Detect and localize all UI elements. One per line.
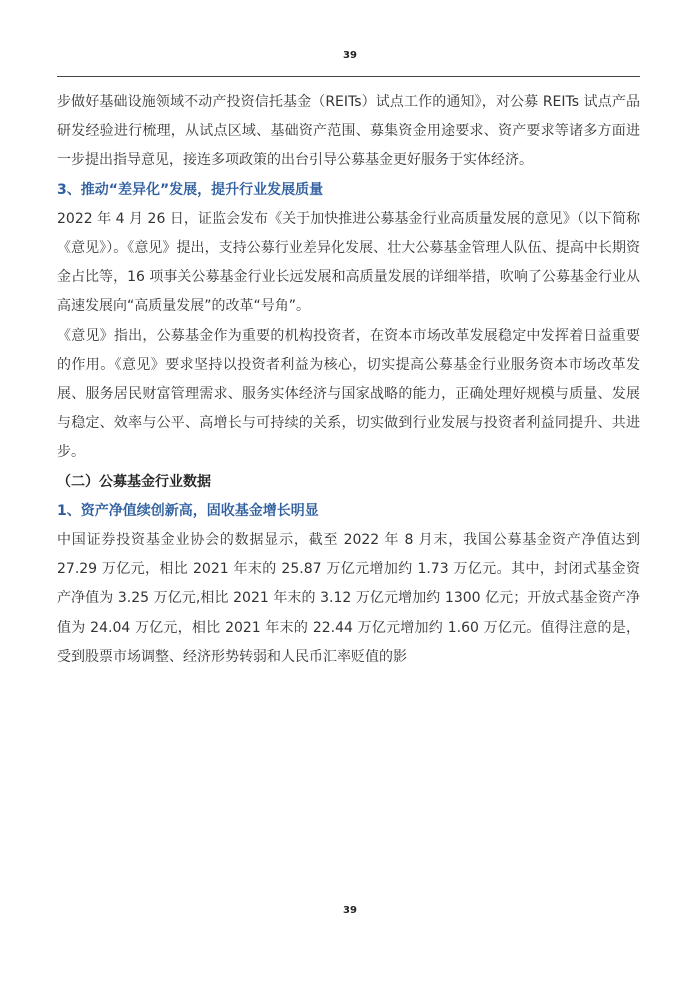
header-divider [57,76,640,77]
heading-differentiated-development: 3、推动“差异化”发展，提升行业发展质量 [57,181,324,198]
section-heading-industry-data: （二）公募基金行业数据 [57,473,211,490]
paragraph-opinions-requirements: 《意见》指出，公募基金作为重要的机构投资者，在资本市场改革发展稳定中发挥着日益重要的作用。《意见》要求坚持以投资者利益为核心，切实提高公募基金行业服务资本市场改革发展、服务居民财富管理需求、服务实体经济与国家战略的能力，正确处理好规模与质量、发展与稳定、效率与公平、高增长与可持续的关系，切实做到行业发展与投资者利益同提升、共进步。 [57,327,640,461]
paragraph-csrc-opinions: 2022 年 4 月 26 日，证监会发布《关于加快推进公募基金行业高质量发展的意见》（以下简称《意见》）。《意见》提出，支持公募行业差异化发展、壮大公募基金管理人队伍、提高中长期资金占比等，16 项事关公募基金行业长远发展和高质量发展的详细举措，吹响了公募基金行业从高速发展向“高质量发展”的改革“号角”。 [57,210,640,315]
paragraph-reits-guidance: 步做好基础设施领域不动产投资信托基金（REITs）试点工作的通知》，对公募 REITs 试点产品研发经验进行梳理，从试点区域、基础资产范围、募集资金用途要求、资产要求等诸多方面进一步提出指导意见，接连多项政策的出台引导公募基金更好服务于实体经济。 [57,94,640,169]
page-number-bottom: 39 [343,905,357,916]
document-body [57,88,640,672]
page-number-top: 39 [343,50,357,61]
heading-net-asset-value: 1、资产净值续创新高，固收基金增长明显 [57,502,319,519]
paragraph-net-asset-data: 中国证券投资基金业协会的数据显示，截至 2022 年 8 月末，我国公募基金资产净值达到 27.29 万亿元，相比 2021 年末的 25.87 万亿元增加约 1.73 万亿元。其中，封闭式基金资产净值为 3.25 万亿元,相比 2021 年末的 3.12 万亿元增加约 1300 亿元；开放式基金资产净值为 24.04 万亿元，相比 2021 年末的 22.44 万亿元增加约 1.60 万亿元。值得注意的是，受到股票市场调整、经济形势转弱和人民币汇率贬值的影 [57,532,640,665]
